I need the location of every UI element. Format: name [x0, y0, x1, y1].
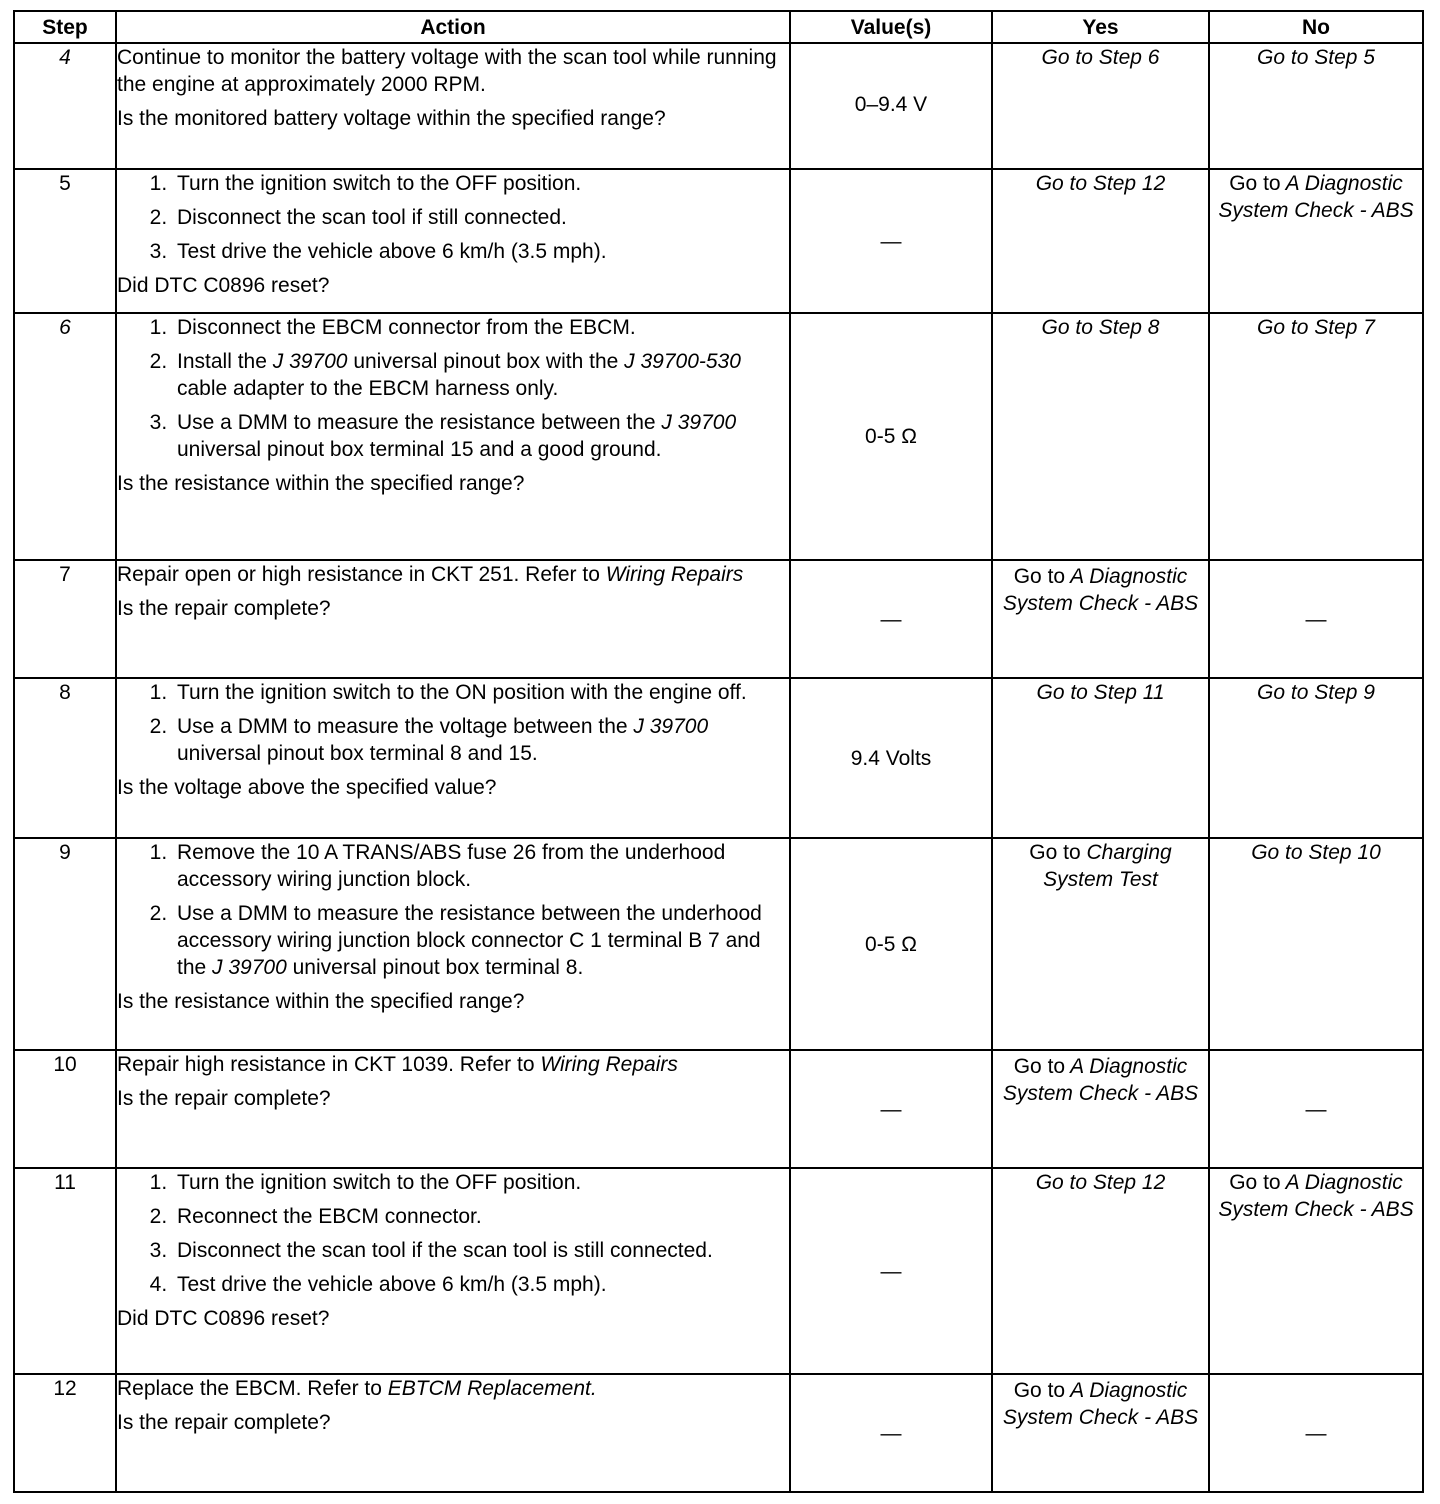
no-cell: Go to Step 10	[1209, 838, 1423, 1050]
header-no: No	[1209, 11, 1423, 43]
header-action: Action	[116, 11, 790, 43]
action-question: Is the resistance within the specified range?	[117, 990, 525, 1013]
tool-number: J 39700	[212, 956, 287, 979]
action-text: Install the	[177, 350, 267, 373]
action-question: Is the voltage above the specified value?	[117, 776, 497, 799]
action-text	[117, 1375, 789, 1402]
value-text: 0-5 Ω	[865, 932, 917, 956]
header-yes: Yes	[992, 11, 1209, 43]
action-item: 1. Remove the 10 A TRANS/ABS fuse 26 from the underhood accessory wiring junction block.	[173, 839, 789, 893]
action-question: Is the monitored battery voltage within the specified range?	[117, 107, 666, 130]
step-number: 11	[14, 1168, 116, 1374]
step-number: 8	[14, 678, 116, 838]
no-cell	[1209, 169, 1423, 313]
action-text: universal pinout box terminal 15 and a good ground.	[177, 438, 662, 461]
table-row	[14, 1168, 1423, 1374]
action-item: 2. Disconnect the scan tool if still connected.	[173, 204, 789, 231]
reference-link: Wiring Repairs	[605, 563, 744, 586]
table-row	[14, 678, 1423, 838]
value-text: —	[880, 1097, 902, 1121]
value-text: 9.4 Volts	[850, 746, 932, 770]
yes-prefix: Go to	[1013, 565, 1066, 588]
action-item	[173, 713, 789, 767]
table-row	[14, 838, 1423, 1050]
table-row	[14, 1374, 1423, 1492]
value-text: —	[880, 607, 902, 631]
yes-link-text: A Diagnostic System Check - ABS	[1002, 1379, 1199, 1429]
no-cell: Go to Step 7	[1209, 313, 1423, 560]
no-link-text: A Diagnostic System Check - ABS	[1218, 172, 1414, 222]
action-item	[173, 409, 789, 463]
value-cell	[790, 1050, 992, 1168]
tool-number: J 39700	[633, 715, 709, 738]
action-cell	[116, 1168, 790, 1374]
diagnostic-table	[13, 10, 1424, 1493]
action-text: Use a DMM to measure the resistance between the underhood accessory wiring junction block connector C 1 terminal B 7 and the	[177, 902, 762, 979]
no-cell: Go to Step 5	[1209, 43, 1423, 169]
reference-link: Wiring Repairs	[540, 1053, 678, 1076]
action-text: cable adapter to the EBCM harness only.	[177, 377, 559, 400]
action-steps	[117, 839, 789, 981]
value-cell	[790, 838, 992, 1050]
value-cell	[790, 313, 992, 560]
action-item: 1. Disconnect the EBCM connector from the EBCM.	[173, 314, 789, 341]
action-text: Repair open or high resistance in CKT 251. Refer to	[117, 563, 600, 586]
action-question: Did DTC C0896 reset?	[117, 1307, 330, 1330]
yes-link-text: Charging System Test	[1043, 841, 1172, 891]
action-text: universal pinout box terminal 8.	[292, 956, 584, 979]
action-item: 3. Disconnect the scan tool if the scan tool is still connected.	[173, 1237, 789, 1264]
yes-prefix: Go to	[1013, 1055, 1066, 1078]
action-text: universal pinout box with the	[353, 350, 619, 373]
action-item: 3. Test drive the vehicle above 6 km/h (3.5 mph).	[173, 238, 789, 265]
no-cell: Go to Step 9	[1209, 678, 1423, 838]
table-row	[14, 560, 1423, 678]
yes-link-text: A Diagnostic System Check - ABS	[1002, 1055, 1199, 1105]
no-cell	[1209, 560, 1423, 678]
no-cell	[1209, 1050, 1423, 1168]
action-question: Is the repair complete?	[117, 1411, 331, 1434]
yes-prefix: Go to	[1029, 841, 1081, 864]
action-cell	[116, 678, 790, 838]
value-cell	[790, 678, 992, 838]
no-cell	[1209, 1168, 1423, 1374]
no-prefix: Go to	[1229, 172, 1281, 195]
yes-cell: Go to Step 6	[992, 43, 1209, 169]
action-steps	[117, 314, 789, 463]
action-text: Use a DMM to measure the resistance between the	[177, 411, 656, 434]
yes-cell	[992, 1374, 1209, 1492]
yes-cell	[992, 1050, 1209, 1168]
yes-cell	[992, 838, 1209, 1050]
action-item: 1. Turn the ignition switch to the ON position with the engine off.	[173, 679, 789, 706]
action-cell	[116, 1374, 790, 1492]
action-text: Continue to monitor the battery voltage with the scan tool while running the engine at approximately 2000 RPM.	[117, 46, 777, 96]
no-dash: —	[1305, 607, 1327, 631]
value-cell	[790, 169, 992, 313]
action-steps	[117, 170, 789, 265]
value-cell	[790, 560, 992, 678]
step-number: 5	[14, 169, 116, 313]
yes-cell: Go to Step 8	[992, 313, 1209, 560]
value-text: —	[880, 1421, 902, 1445]
action-text	[117, 1051, 789, 1078]
action-text: universal pinout box terminal 8 and 15.	[177, 742, 538, 765]
action-text: Repair high resistance in CKT 1039. Refer to	[117, 1053, 535, 1076]
table-row	[14, 43, 1423, 169]
no-link-text: A Diagnostic System Check - ABS	[1218, 1171, 1414, 1221]
action-item	[173, 348, 789, 402]
header-step: Step	[14, 11, 116, 43]
action-question: Is the repair complete?	[117, 1087, 331, 1110]
header-row	[14, 11, 1423, 43]
yes-cell: Go to Step 12	[992, 169, 1209, 313]
action-steps	[117, 679, 789, 767]
action-item: 2. Reconnect the EBCM connector.	[173, 1203, 789, 1230]
value-cell	[790, 1168, 992, 1374]
action-item	[173, 900, 789, 981]
action-item: 1. Turn the ignition switch to the OFF position.	[173, 170, 789, 197]
action-cell	[116, 1050, 790, 1168]
action-cell	[116, 43, 790, 169]
tool-number: J 39700	[272, 350, 348, 373]
table-row	[14, 1050, 1423, 1168]
yes-cell: Go to Step 12	[992, 1168, 1209, 1374]
action-item: 4. Test drive the vehicle above 6 km/h (3.5 mph).	[173, 1271, 789, 1298]
action-cell	[116, 838, 790, 1050]
header-values: Value(s)	[790, 11, 992, 43]
action-cell	[116, 560, 790, 678]
yes-cell: Go to Step 11	[992, 678, 1209, 838]
yes-cell	[992, 560, 1209, 678]
value-cell	[790, 1374, 992, 1492]
step-number: 12	[14, 1374, 116, 1492]
action-question: Is the resistance within the specified range?	[117, 472, 525, 495]
reference-link: EBTCM Replacement.	[387, 1377, 597, 1400]
step-number: 4	[14, 43, 116, 169]
step-number: 6	[14, 313, 116, 560]
action-item: 1. Turn the ignition switch to the OFF position.	[173, 1169, 789, 1196]
value-cell	[790, 43, 992, 169]
action-text: Replace the EBCM. Refer to	[117, 1377, 382, 1400]
table-row	[14, 169, 1423, 313]
table-row	[14, 313, 1423, 560]
yes-link-text: A Diagnostic System Check - ABS	[1002, 565, 1199, 615]
step-number: 10	[14, 1050, 116, 1168]
no-cell	[1209, 1374, 1423, 1492]
value-text: 0-5 Ω	[865, 425, 917, 448]
action-cell	[116, 169, 790, 313]
action-text: Use a DMM to measure the voltage between the	[177, 715, 628, 738]
yes-prefix: Go to	[1013, 1379, 1066, 1402]
step-number: 9	[14, 838, 116, 1050]
no-dash: —	[1305, 1421, 1327, 1445]
value-text: —	[880, 1259, 902, 1283]
action-question: Is the repair complete?	[117, 597, 331, 620]
action-question: Did DTC C0896 reset?	[117, 274, 330, 297]
no-dash: —	[1305, 1097, 1327, 1121]
tool-number: J 39700	[661, 411, 737, 434]
action-steps	[117, 1169, 789, 1298]
value-text: —	[880, 229, 902, 253]
step-number: 7	[14, 560, 116, 678]
value-text: 0–9.4 V	[854, 93, 928, 116]
no-prefix: Go to	[1229, 1171, 1281, 1194]
tool-number: J 39700-530	[624, 350, 741, 373]
action-text	[117, 561, 789, 588]
action-cell	[116, 313, 790, 560]
